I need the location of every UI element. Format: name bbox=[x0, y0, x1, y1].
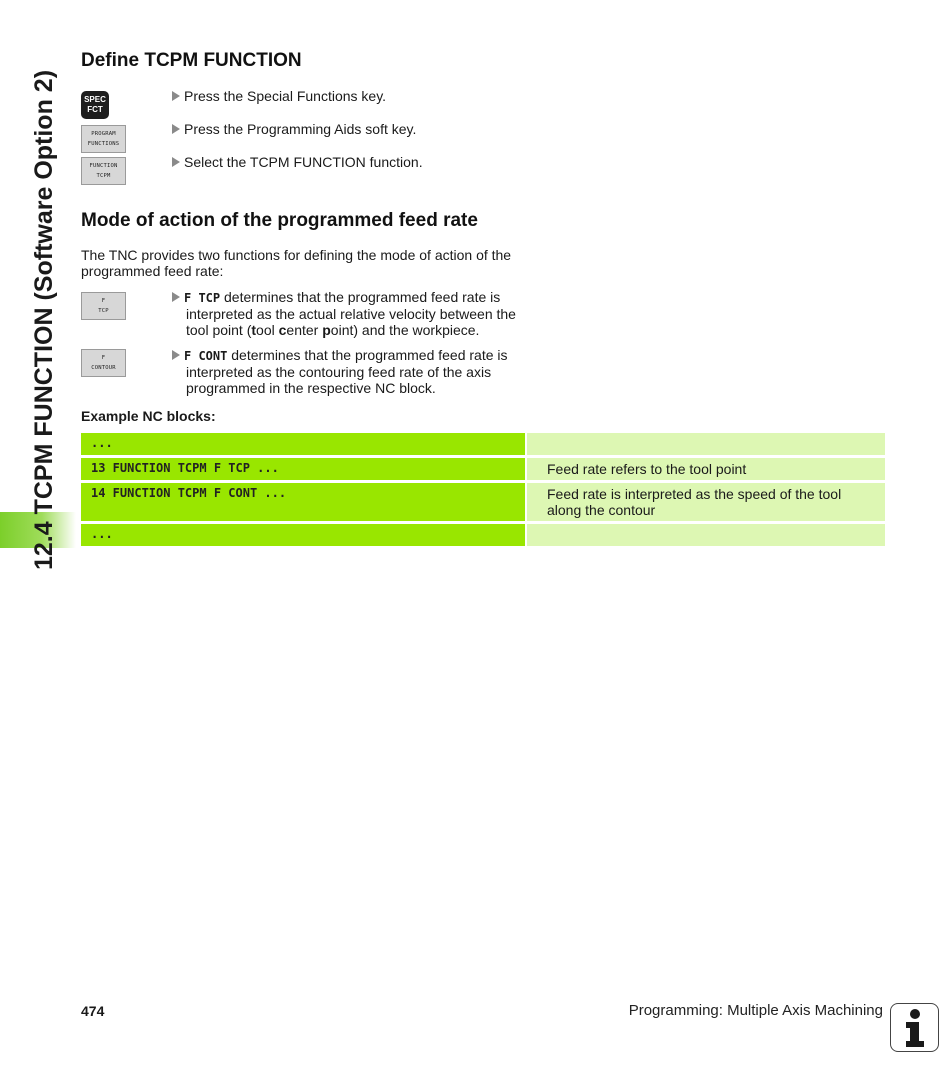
info-glyph bbox=[891, 1004, 937, 1050]
page-number: 474 bbox=[81, 1003, 105, 1019]
nc-code-cell: 13 FUNCTION TCPM F TCP ... bbox=[81, 458, 525, 480]
arrow-icon bbox=[172, 91, 180, 101]
info-icon bbox=[890, 1003, 939, 1052]
footer-chapter-title: Programming: Multiple Axis Machining bbox=[628, 1002, 883, 1019]
f-tcp-softkey[interactable]: F TCP bbox=[81, 292, 126, 320]
step-select-tcpm: Select the TCPM FUNCTION function. bbox=[172, 154, 532, 170]
table-row bbox=[81, 483, 885, 521]
step-programming-aids: Press the Programming Aids soft key. bbox=[172, 121, 532, 137]
arrow-icon bbox=[172, 292, 180, 302]
arrow-icon bbox=[172, 350, 180, 360]
side-chapter-title: 12.4 TCPM FUNCTION (Software Option 2) bbox=[30, 69, 58, 570]
spec-fct-key[interactable]: SPEC FCT bbox=[81, 91, 109, 119]
table-row bbox=[81, 458, 885, 480]
nc-comment-cell: Feed rate is interpreted as the speed of the tool along the contour bbox=[527, 483, 885, 521]
nc-code-cell: ... bbox=[81, 433, 525, 455]
intro-paragraph: The TNC provides two functions for defining the mode of action of the programmed feed rate: bbox=[81, 247, 512, 279]
function-tcpm-softkey[interactable]: FUNCTION TCPM bbox=[81, 157, 126, 185]
f-cont-description: F CONT determines that the programmed feed rate is interpreted as the contouring feed rate of the axis programmed in the respective NC block. bbox=[172, 347, 528, 396]
nc-code-cell: ... bbox=[81, 524, 525, 546]
program-functions-softkey[interactable]: PROGRAM FUNCTIONS bbox=[81, 125, 126, 153]
arrow-icon bbox=[172, 124, 180, 134]
nc-blocks-table bbox=[81, 433, 885, 549]
nc-comment-cell bbox=[527, 524, 885, 546]
f-contour-softkey[interactable]: F CONTOUR bbox=[81, 349, 126, 377]
example-label: Example NC blocks: bbox=[81, 408, 216, 424]
nc-code-cell: 14 FUNCTION TCPM F CONT ... bbox=[81, 483, 525, 521]
heading-mode-of-action: Mode of action of the programmed feed rate bbox=[81, 210, 478, 231]
table-row bbox=[81, 433, 885, 455]
f-tcp-description: F TCP determines that the programmed feed rate is interpreted as the actual relative velocity between the tool point (tool center point) and the workpiece. bbox=[172, 289, 528, 338]
step-special-functions: Press the Special Functions key. bbox=[172, 88, 532, 104]
table-row bbox=[81, 524, 885, 546]
nc-comment-cell bbox=[527, 433, 885, 455]
heading-define-tcpm: Define TCPM FUNCTION bbox=[81, 50, 302, 71]
nc-comment-cell: Feed rate refers to the tool point bbox=[527, 458, 885, 480]
arrow-icon bbox=[172, 157, 180, 167]
